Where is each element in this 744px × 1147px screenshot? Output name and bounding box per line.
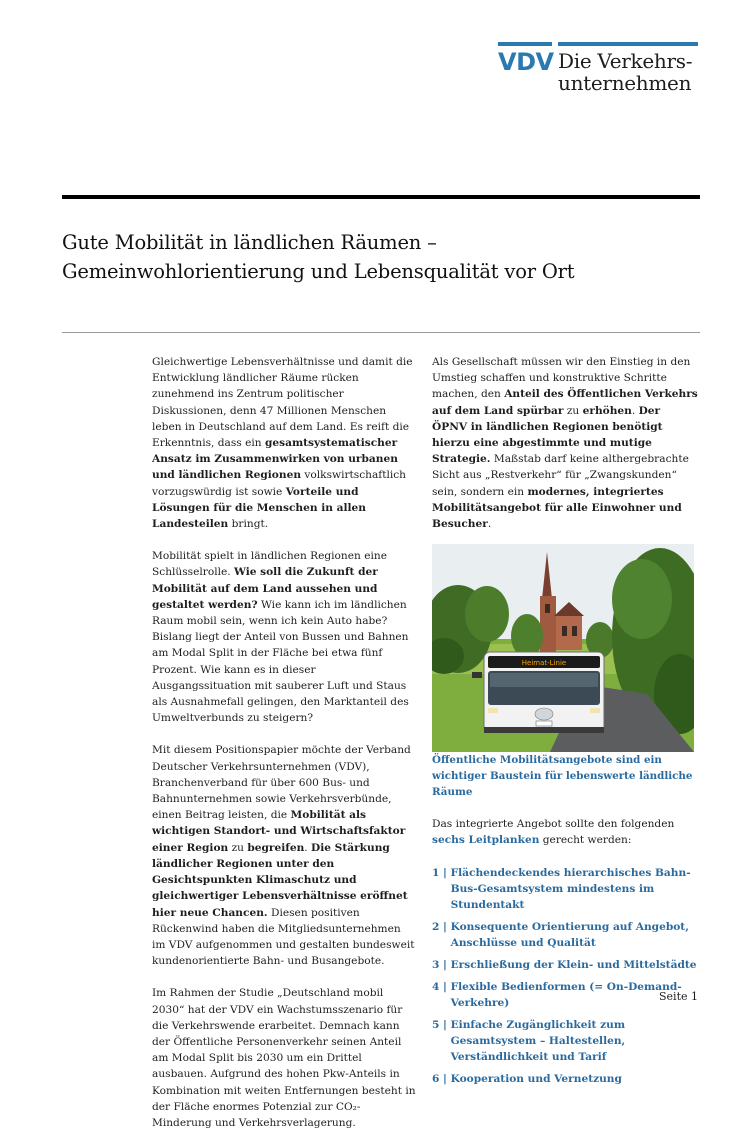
title-line-1: Gute Mobilität in ländlichen Räumen – <box>62 231 437 254</box>
left-column <box>152 354 417 1147</box>
intro-end: gerecht werden: <box>539 834 632 847</box>
list-item-text: Flexible Bedienformen (= On-Demand-Verkehre) <box>450 980 682 1009</box>
photo-caption: Öffentliche Mobilitätsangebote sind ein wichtiger Baustein für lebenswerte ländliche Räume <box>432 754 693 799</box>
list-item <box>432 1071 698 1087</box>
leitplanken-intro <box>432 816 698 848</box>
list-item <box>432 919 698 951</box>
logo-bar-left <box>498 42 552 46</box>
paragraph-4: Im Rahmen der Studie „Deutschland mobil 2030“ hat der VDV ein Wachstumsszenario für die Verkehrswende erarbeitet. Demnach kann der Öffentliche Personenverkehr seinen Anteil am Modal Split bis 2030 um ein Drittel ausbauen. Aufgrund des hohen Pkw-Anteils in Kombination mit weiten Entfernungen besteht in der Fläche enormes Potenzial zur CO₂-Minderung und Verkehrsverlagerung. <box>152 987 416 1129</box>
title-rule <box>62 332 700 333</box>
list-item <box>432 957 698 973</box>
logo-abbr: VDV <box>498 48 554 76</box>
list-item-text: Konsequente Orientierung auf Angebot, Anschlüsse und Qualität <box>450 920 689 949</box>
list-item-number: 5 | <box>432 1018 451 1031</box>
paragraph-3: Mit diesem Positionspapier möchte der Verband Deutscher Verkehrsunternehmen (VDV), Branchenverband für über 600 Bus- und Bahnunternehmen sowie Verkehrsverbünde, einen Beitrag leisten, die Mobilität als wichtigen Standort- und Wirtschaftsfaktor einer Region zu begreifen. Die Stärkung ländlicher Regionen unter den Gesichtspunkten Klimaschutz und gleichwertiger Lebensverhältnisse eröffnet hier neue Chancen. Diesen positiven Rückenwind haben die Mitgliedsunternehmen im VDV aufgenommen und gestalten bundesweit kundenorientierte Bahn- und Busangebote. <box>152 744 415 968</box>
page-title <box>62 228 712 286</box>
list-item <box>432 865 698 913</box>
list-item-text: Erschließung der Klein- und Mittelstädte <box>450 958 697 971</box>
header-rule <box>62 195 700 199</box>
paragraph-5: Als Gesellschaft müssen wir den Einstieg in den Umstieg schaffen und konstruktive Schritte machen, den Anteil des Öffentlichen Verkehrs auf dem Land spürbar zu erhöhen. Der ÖPNV in ländlichen Regionen benötigt hierzu eine abgestimmte und mutige Strategie. Maßstab darf keine althergebrachte Sicht aus „Restverkehr“ für „Zwangskunden“ sein, sondern ein modernes, integriertes Mobilitätsangebot für alle Einwohner und Besucher. <box>432 356 698 531</box>
list-item-number: 1 | <box>432 866 451 879</box>
vdv-logo <box>498 42 698 102</box>
bus-photo <box>432 544 694 752</box>
list-item-number: 6 | <box>432 1072 451 1085</box>
list-item <box>432 1017 698 1065</box>
list-item-number: 4 | <box>432 980 451 993</box>
list-item-number: 3 | <box>432 958 451 971</box>
title-line-2: Gemeinwohlorientierung und Lebensqualität vor Ort <box>62 260 575 283</box>
logo-wordmark <box>558 42 698 94</box>
intro-text: Das integrierte Angebot sollte den folgenden <box>432 818 675 831</box>
leitplanken-list <box>432 865 698 1087</box>
right-column <box>432 354 698 1093</box>
intro-highlight: sechs Leitplanken <box>432 834 540 847</box>
paragraph-2: Mobilität spielt in ländlichen Regionen eine Schlüsselrolle. Wie soll die Zukunft der Mobilität auf dem Land aussehen und gestaltet werden? Wie kann ich im ländlichen Raum mobil sein, wenn ich kein Auto habe? Bislang liegt der Anteil von Bussen und Bahnen am Modal Split in der Fläche bei etwa fünf Prozent. Wie kann es in dieser Ausgangssituation mit sauberer Luft und Staus als Ausnahmefall gelingen, den Marktanteil des Umweltverbunds zu steigern? <box>152 550 409 725</box>
list-item-text: Flächendeckendes hierarchisches Bahn-Bus-Gesamtsystem mindestens im Stundentakt <box>450 866 691 911</box>
list-item-number: 2 | <box>432 920 451 933</box>
logo-bar-right <box>558 42 698 46</box>
logo-line-1: Die Verkehrs- <box>558 49 693 73</box>
list-item-text: Einfache Zugänglichkeit zum Gesamtsystem – Haltestellen, Verständlichkeit und Tarif <box>450 1018 626 1063</box>
logo-line-2: unternehmen <box>558 71 692 95</box>
logo-mark <box>498 42 552 74</box>
bus-destination-sign: Heimat-Linie <box>521 659 567 668</box>
paragraph-1: Gleichwertige Lebensverhältnisse und damit die Entwicklung ländlicher Räume rücken zunehmend ins Zentrum politischer Diskussionen, denn 47 Millionen Menschen leben in Deutschland auf dem Land. Es reift die Erkenntnis, dass ein gesamtsystematischer Ansatz im Zusammenwirken von urbanen und ländlichen Regionen volkswirtschaftlich vorzugswürdig ist sowie Vorteile und Lösungen für die Menschen in allen Landesteilen bringt. <box>152 356 413 531</box>
page-number: Seite 1 <box>659 990 698 1003</box>
list-item-text: Kooperation und Vernetzung <box>450 1072 622 1085</box>
